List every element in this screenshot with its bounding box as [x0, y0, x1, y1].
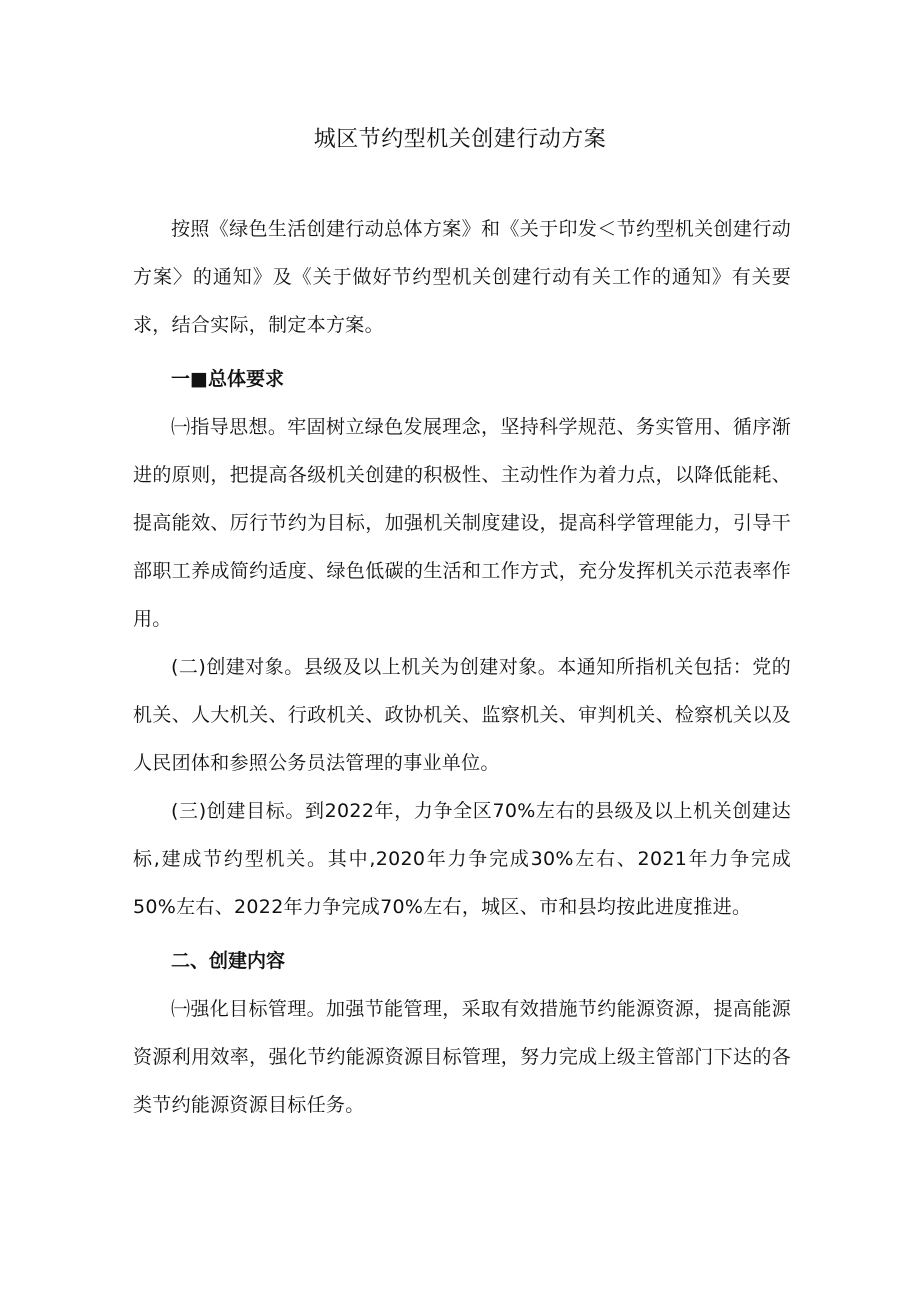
document-body	[133, 205, 791, 1129]
section-heading-creation-content: 二、创建内容	[171, 950, 286, 972]
paragraph-target-management: ㈠强化目标管理。加强节能管理，采取有效措施节约能源资源，提高能源资源利用效率，强化节约能源资源目标管理，努力完成上级主管部门下达的各类节约能源资源目标任务。	[133, 998, 791, 1116]
intro-paragraph: 按照《绿色生活创建行动总体方案》和《关于印发＜节约型机关创建行动方案〉的通知》及《关于做好节约型机关创建行动有关工作的通知》有关要求，结合实际，制定本方案。	[133, 218, 791, 336]
document-title: 城区节约型机关创建行动方案	[313, 127, 607, 152]
section-heading-general-requirements: 一■总体要求	[171, 368, 284, 390]
paragraph-guiding-ideology: ㈠指导思想。牢固树立绿色发展理念，坚持科学规范、务实管用、循序渐进的原则，把提高各级机关创建的积极性、主动性作为着力点，以降低能耗、提高能效、厉行节约为目标，加强机关制度建设，提高科学管理能力，引导干部职工养成简约适度、绿色低碳的生活和工作方式，充分发挥机关示范表率作用。	[133, 416, 791, 630]
paragraph-creation-targets: (二)创建对象。县级及以上机关为创建对象。本通知所指机关包括：党的机关、人大机关、行政机关、政协机关、监察机关、审判机关、检察机关以及人民团体和参照公务员法管理的事业单位。	[133, 656, 791, 774]
paragraph-creation-goals: (三)创建目标。到2022年，力争全区70%左右的县级及以上机关创建达标,建成节约型机关。其中,2020年力争完成30%左右、2021年力争完成50%左右、2022年力争完成70%左右，城区、市和县均按此进度推进。	[133, 800, 791, 918]
